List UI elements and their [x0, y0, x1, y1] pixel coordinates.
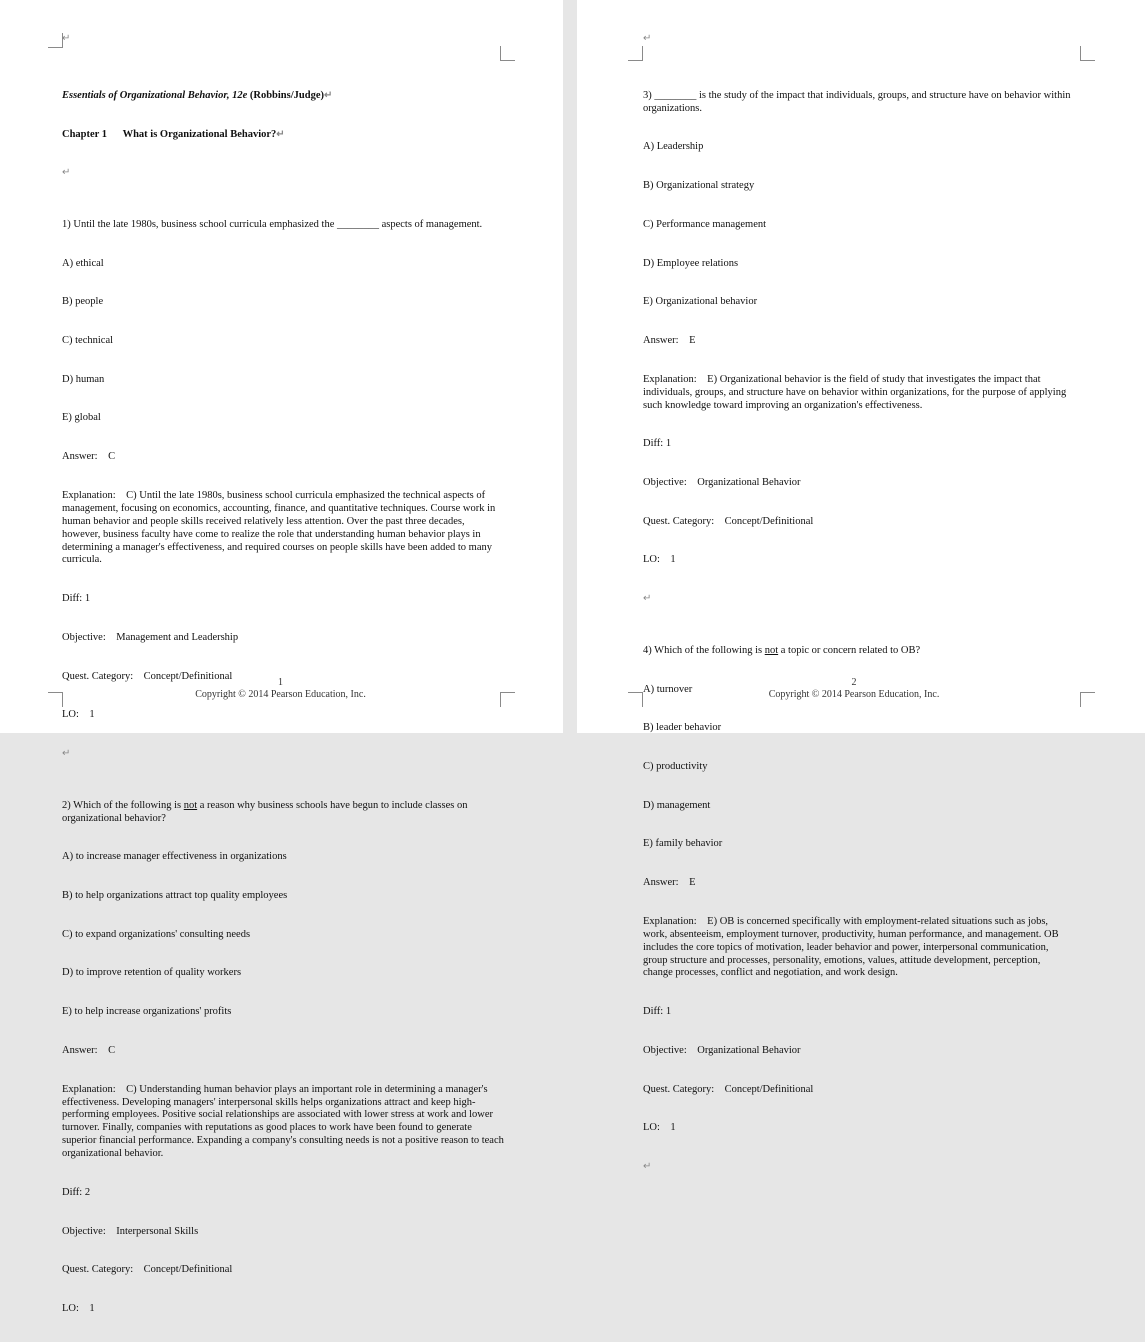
q1-option-c: C) technical	[62, 335, 114, 347]
q3-lo: LO: 1	[643, 554, 676, 566]
crop-mark-top-right	[1080, 46, 1095, 61]
q1-option-e: E) global	[62, 412, 101, 424]
page-number: 1	[278, 677, 283, 688]
q4-option-e: E) family behavior	[643, 838, 723, 850]
page-footer	[570, 677, 1138, 701]
q2-option-e: E) to help increase organizations' profits	[62, 1006, 232, 1018]
q3-option-c: C) Performance management	[643, 218, 767, 230]
q2-lo: LO: 1	[62, 1303, 95, 1314]
q1-option-d: D) human	[62, 373, 105, 385]
q3-diff: Diff: 1	[643, 438, 672, 450]
q1-category: Quest. Category: Concept/Definitional	[62, 670, 233, 682]
q1-diff: Diff: 1	[62, 593, 91, 605]
q2-answer: Answer: C	[62, 1044, 116, 1056]
pilcrow-mark: ↵	[643, 33, 652, 44]
page-footer	[0, 677, 562, 701]
document-title: Essentials of Organizational Behavior, 12e (Robbins/Judge)↵	[62, 89, 333, 101]
q1-objective: Objective: Management and Leadership	[62, 631, 239, 643]
q1-answer: Answer: C	[62, 451, 116, 463]
empty-paragraph: ↵	[643, 1161, 652, 1173]
q4-answer: Answer: E	[643, 877, 696, 889]
q4-option-a: A) turnover	[643, 683, 693, 695]
q1-explanation: Explanation: C) Until the late 1980s, business school curricula emphasized the technical aspects of management, focusing on economics, accounting, finance, and quantitative techniques. Course work in human behavior and people skills received relatively less attention. Over the past three decades, however, business faculty have come to realize the role that understanding human behavior plays in determining a manager's effectiveness, and required courses on people skills have been added to many curricula.	[62, 489, 498, 566]
q3-explanation: Explanation: E) Organizational behavior is the field of study that investigates the impact that individuals, groups, and structure have on behavior within organizations, for the purpose of applying such knowledge toward improving an organization's effectiveness.	[643, 373, 1069, 411]
q3-option-b: B) Organizational strategy	[643, 180, 755, 192]
q2-diff: Diff: 2	[62, 1186, 91, 1198]
crop-mark-top-left	[48, 33, 63, 48]
page-number: 2	[851, 677, 857, 688]
q4-explanation: Explanation: E) OB is concerned specifically with employment-related situations such as jobs, work, absenteeism, employment turnover, productivity, human performance, and management. OB includes the core topics of motivation, leader behavior and power, interpersonal communication, group structure and processes, personality, emotions, values, attitude development, perception, change processes, conflict and negotiation, and work design.	[643, 915, 1062, 979]
q4-option-c: C) productivity	[643, 760, 708, 772]
copyright-notice: Copyright © 2014 Pearson Education, Inc.	[195, 689, 366, 700]
question-1-stem: 1) Until the late 1980s, business school curricula emphasized the ________ aspects of management.	[62, 218, 483, 230]
question-3-stem: 3) ________ is the study of the impact that individuals, groups, and structure have on behavior within organizations.	[643, 89, 1074, 114]
q2-option-a: A) to increase manager effectiveness in organizations	[62, 851, 287, 863]
empty-paragraph: ↵	[62, 167, 71, 179]
q2-category: Quest. Category: Concept/Definitional	[62, 1264, 233, 1276]
page-2-body	[643, 64, 1074, 1200]
q2-option-d: D) to improve retention of quality workers	[62, 967, 242, 979]
q4-category: Quest. Category: Concept/Definitional	[643, 1083, 814, 1095]
q4-objective: Objective: Organizational Behavior	[643, 1044, 801, 1056]
document-page-1	[0, 0, 563, 1314]
q3-answer: Answer: E	[643, 335, 696, 347]
crop-mark-top-right	[500, 46, 515, 61]
q3-category: Quest. Category: Concept/Definitional	[643, 515, 814, 527]
question-4-stem: 4) Which of the following is not a topic or concern related to OB?	[643, 644, 921, 656]
q3-objective: Objective: Organizational Behavior	[643, 477, 801, 488]
q4-diff: Diff: 1	[643, 1006, 672, 1018]
empty-paragraph: ↵	[643, 593, 652, 605]
q1-option-a: A) ethical	[62, 257, 104, 269]
page-1-body	[62, 64, 507, 1342]
q4-lo: LO: 1	[643, 1122, 676, 1134]
q1-lo: LO: 1	[62, 709, 95, 721]
q3-option-e: E) Organizational behavior	[643, 296, 758, 308]
q2-option-b: B) to help organizations attract top quality employees	[62, 890, 288, 901]
chapter-heading: Chapter 1 What is Organizational Behavior?↵	[62, 128, 285, 140]
crop-mark-top-left	[628, 46, 643, 61]
q2-explanation: Explanation: C) Understanding human behavior plays an important role in determining a manager's effectiveness. Developing managers' interpersonal skills helps organizations attract and keep high-performing employees. Positive social relationships are associated with lower stress at work and lower turnover. Finally, companies with reputations as good places to work have been found to generate superior financial performance. Expanding a company's consulting needs is not a positive reason to teach organizational behavior.	[62, 1083, 507, 1160]
empty-paragraph: ↵	[62, 748, 71, 760]
copyright-notice: Copyright © 2014 Pearson Education, Inc.	[768, 689, 940, 700]
pilcrow-mark: ↵	[62, 33, 71, 44]
document-page-2	[577, 0, 1145, 1173]
q3-option-d: D) Employee relations	[643, 257, 739, 269]
question-2-stem: 2) Which of the following is not a reason why business schools have begun to include classes on organizational behavior?	[62, 799, 471, 824]
q2-option-c: C) to expand organizations' consulting needs	[62, 928, 251, 940]
q3-option-a: A) Leadership	[643, 141, 704, 153]
q4-option-b: B) leader behavior	[643, 722, 722, 734]
q2-objective: Objective: Interpersonal Skills	[62, 1225, 199, 1237]
q4-option-d: D) management	[643, 799, 711, 811]
q1-option-b: B) people	[62, 296, 104, 308]
